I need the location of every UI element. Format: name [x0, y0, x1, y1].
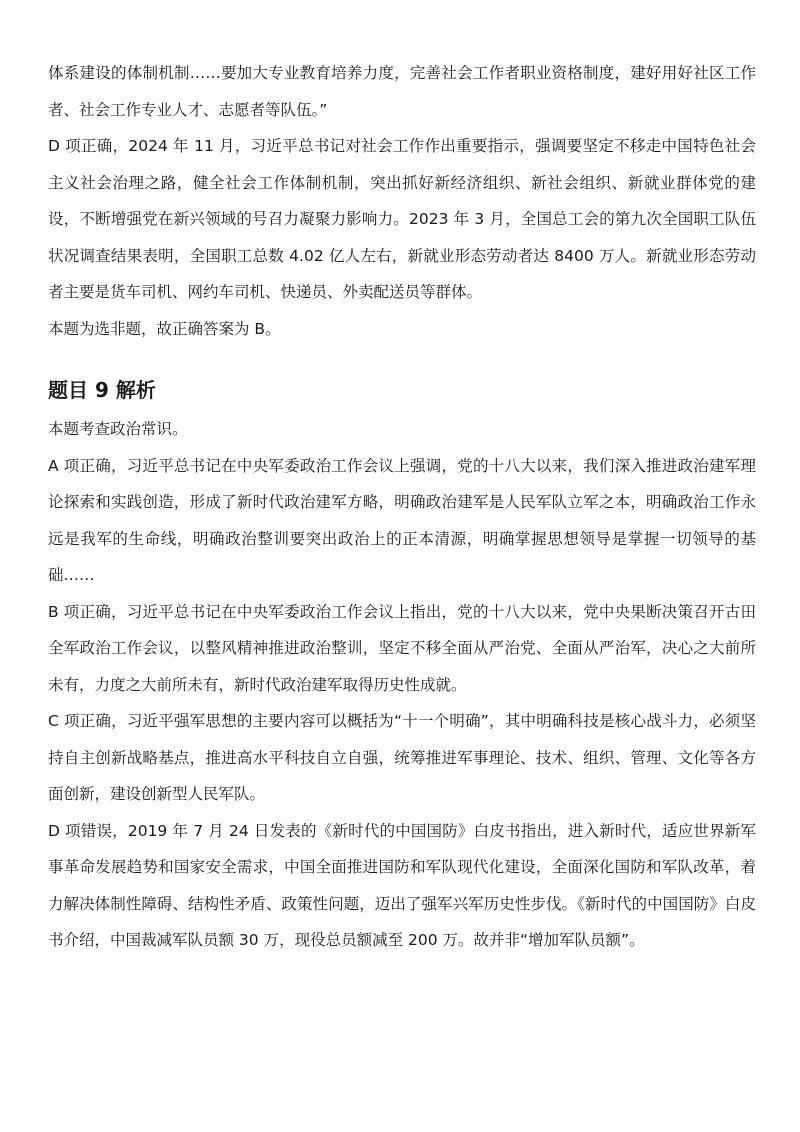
document-page [48, 55, 756, 959]
paragraph-option-a: A 项正确，习近平总书记在中央军委政治工作会议上强调，党的十八大以来，我们深入推进政治建军理论探索和实践创造，形成了新时代政治建军方略，明确政治建军是人民军队立军之本，明确政治工作永远是我军的生命线，明确政治整训要突出政治上的正本清源，明确掌握思想领导是掌握一切领导的基础…… [48, 456, 756, 584]
heading-spacer [48, 404, 756, 411]
paragraph-continuation: 体系建设的体制机制……要加大专业教育培养力度，完善社会工作者职业资格制度，建好用好社区工作者、社会工作专业人才、志愿者等队伍。” [48, 64, 756, 119]
paragraph-topic: 本题考查政治常识。 [48, 420, 188, 438]
paragraph-option-d: D 项正确，2024 年 11 月，习近平总书记对社会工作作出重要指示，强调要坚定不移走中国特色社会主义社会治理之路，健全社会工作体制机制，突出抓好新经济组织、新社会组织、新就业群体党的建设，不断增强党在新兴领域的号召力凝聚力影响力。2023 年 3 月，全国总工会的第九次全国职工队伍状况调查结果表明，全国职工总数 4.02 亿人左右，新就业形态劳动者达 8400 万人。新就业形态劳动者主要是货车司机、网约车司机、快递员、外卖配送员等群体。 [48, 137, 756, 301]
paragraph-option-d: D 项错误，2019 年 7 月 24 日发表的《新时代的中国国防》白皮书指出，进入新时代，适应世界新军事革命发展趋势和国家安全需求，中国全面推进国防和军队现代化建设，全面深化国防和军队改革，着力解决体制性障碍、结构性矛盾、政策性问题，迈出了强军兴军历史性步伐。《新时代的中国国防》白皮书介绍，中国裁减军队员额 30 万，现役总员额减至 200 万。故并非“增加军队员额”。 [48, 821, 756, 949]
section-heading: 题目 9 解析 [48, 378, 156, 402]
paragraph-option-c: C 项正确，习近平强军思想的主要内容可以概括为“十一个明确”，其中明确科技是核心战斗力，必须坚持自主创新战略基点，推进高水平科技自立自强，统筹推进军事理论、技术、组织、管理、文化等各方面创新，建设创新型人民军队。 [48, 712, 756, 803]
question-9-explanation [48, 376, 756, 959]
previous-question-explanation [48, 55, 756, 347]
section-spacer [48, 347, 756, 376]
paragraph-answer: 本题为选非题，故正确答案为 B。 [48, 319, 281, 338]
paragraph-option-b: B 项正确，习近平总书记在中央军委政治工作会议上指出，党的十八大以来，党中央果断决策召开古田全军政治工作会议，以整风精神推进政治整训，坚定不移全面从严治党、全面从严治军，决心之大前所未有，力度之大前所未有，新时代政治建军取得历史性成就。 [48, 602, 756, 694]
